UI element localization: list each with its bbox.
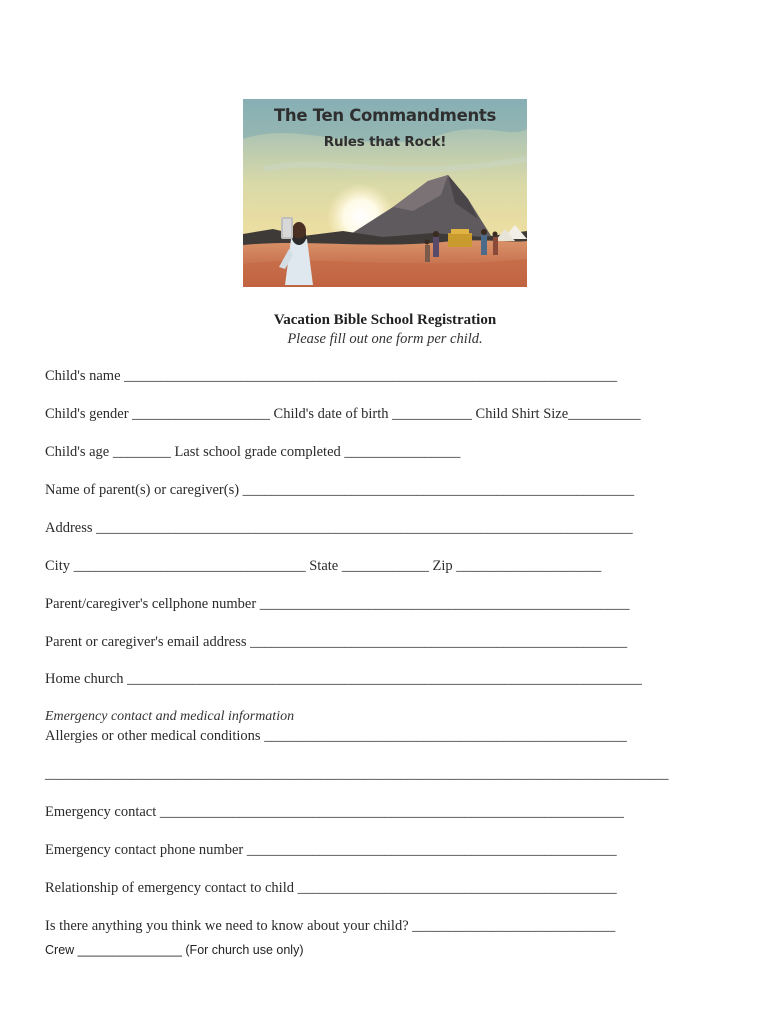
emergency-phone-field[interactable]: Emergency contact phone number ___________________________________________________ <box>45 842 617 858</box>
desert-mountain-illustration <box>243 99 527 287</box>
emergency-relationship-field[interactable]: Relationship of emergency contact to child ____________________________________________ <box>45 880 617 896</box>
crew-church-use-field: Crew _______________ (For church use only) <box>45 943 304 957</box>
childs-age-grade-field[interactable]: Child's age ________ Last school grade completed ________________ <box>45 444 461 460</box>
childs-name-field[interactable]: Child's name ____________________________________________________________________ <box>45 368 618 384</box>
emergency-contact-field[interactable]: Emergency contact ________________________________________________________________ <box>45 804 624 820</box>
city-state-zip-field[interactable]: City ________________________________ State ____________ Zip ____________________ <box>45 558 602 574</box>
parent-name-field[interactable]: Name of parent(s) or caregiver(s) ______________________________________________________ <box>45 482 635 498</box>
vbs-theme-banner <box>243 99 527 287</box>
form-heading: Vacation Bible School Registration <box>273 312 497 328</box>
allergies-field[interactable]: Allergies or other medical conditions __________________________________________________ <box>45 728 627 744</box>
childs-gender-dob-shirt-field[interactable]: Child's gender ___________________ Child's date of birth ___________ Child Shirt Size__________ <box>45 406 641 422</box>
home-church-field[interactable]: Home church _______________________________________________________________________ <box>45 671 642 687</box>
allergies-continued-field[interactable]: ______________________________________________________________________________________ <box>45 766 669 782</box>
banner-subtitle: Rules that Rock! <box>323 134 447 150</box>
address-field[interactable]: Address __________________________________________________________________________ <box>45 520 633 536</box>
email-field[interactable]: Parent or caregiver's email address ____________________________________________________ <box>45 634 628 650</box>
additional-info-field[interactable]: Is there anything you think we need to know about your child? ____________________________ <box>45 918 616 934</box>
banner-title: The Ten Commandments <box>273 106 497 125</box>
emergency-section-heading: Emergency contact and medical information <box>45 709 295 724</box>
form-subheading: Please fill out one form per child. <box>287 331 483 347</box>
cellphone-field[interactable]: Parent/caregiver's cellphone number ___________________________________________________ <box>45 596 630 612</box>
